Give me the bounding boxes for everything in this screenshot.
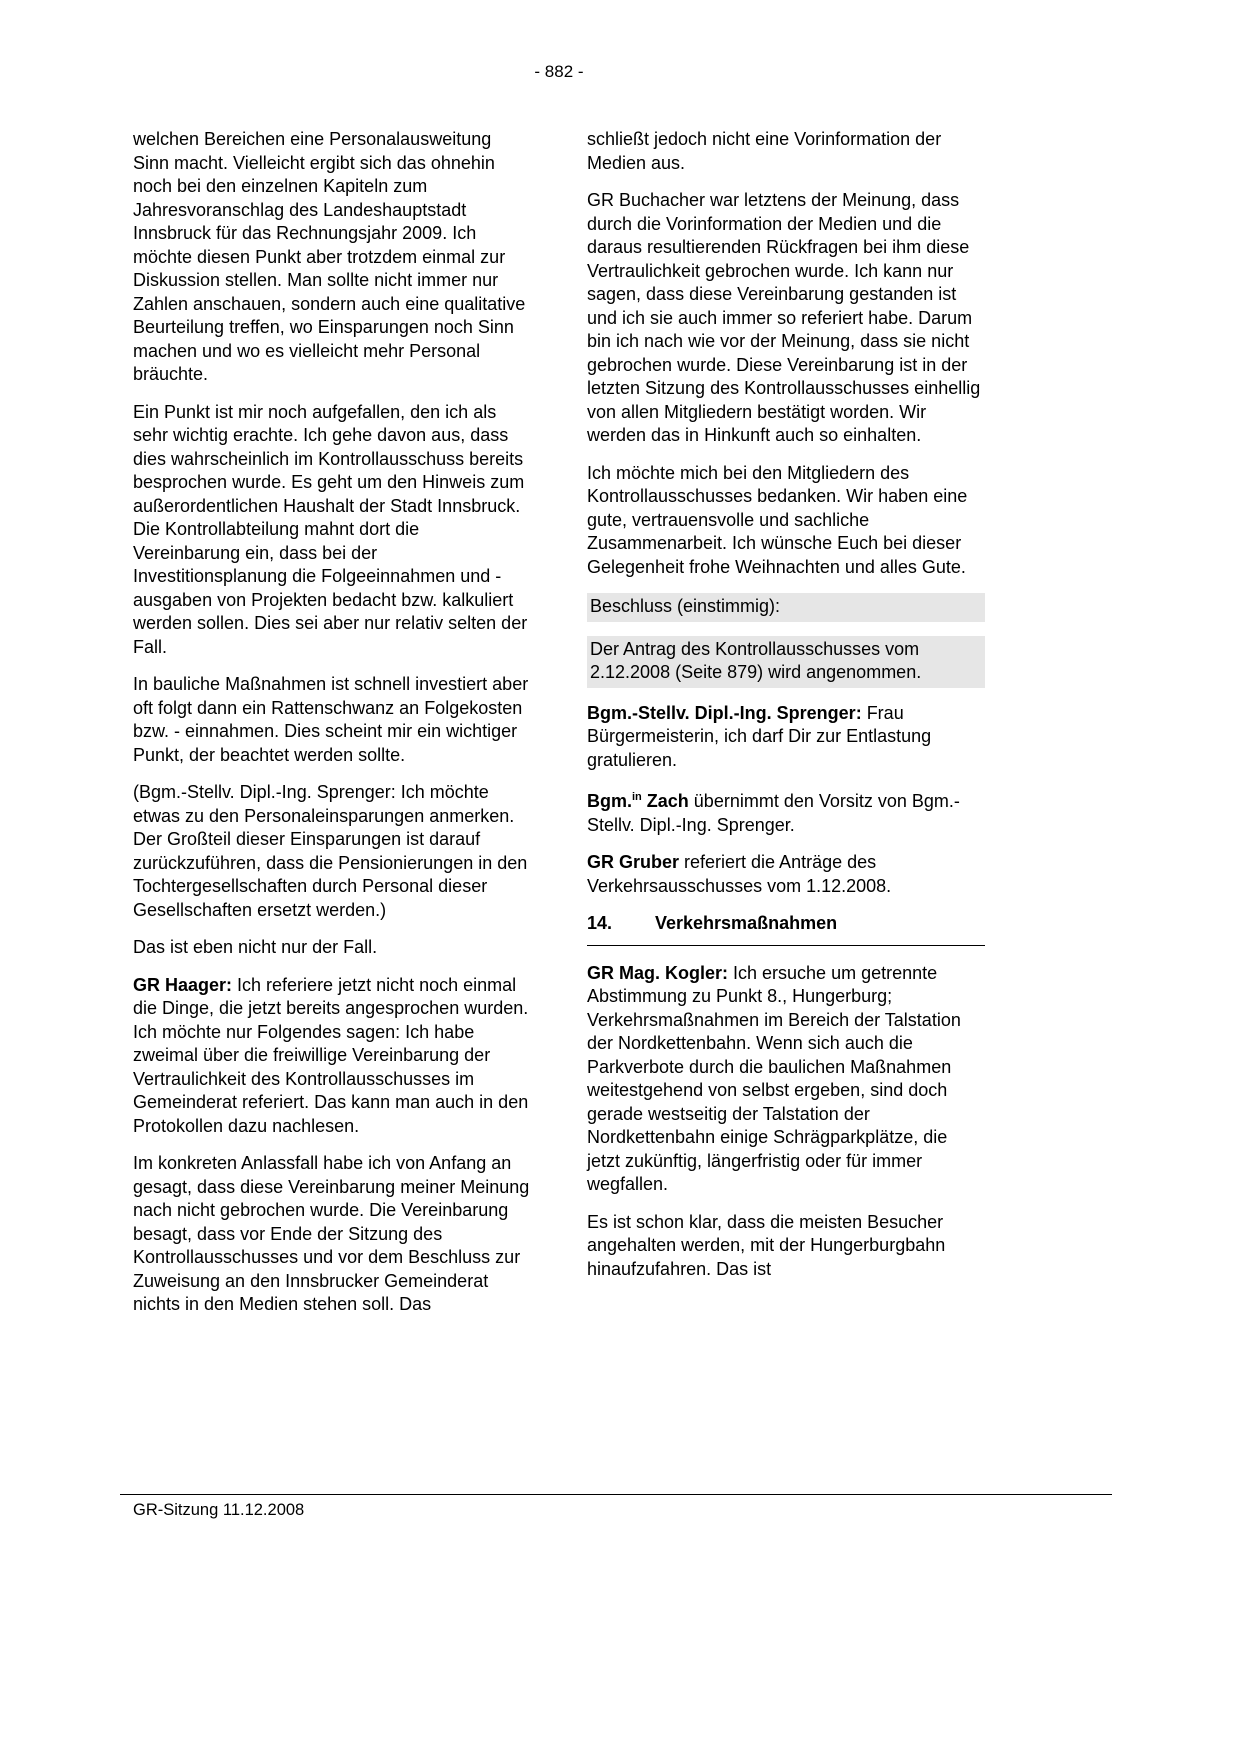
speech-text: Frau Bürgermeisterin, ich darf Dir zur Entlastung gratulieren. bbox=[587, 702, 932, 770]
section-heading bbox=[587, 912, 985, 946]
section-number: 14. bbox=[587, 913, 613, 933]
paragraph: In bauliche Maßnahmen ist schnell investiert aber oft folgt dann ein Rattenschwanz an Folgekosten bzw. - einnahmen. Dies scheint mir ein wichtiger Punkt, der beachtet werden sollte. bbox=[133, 674, 529, 765]
left-column bbox=[133, 128, 531, 1331]
section-title: Verkehrsmaßnahmen bbox=[655, 913, 838, 933]
speech-text: Ich referiere jetzt nicht noch einmal die Dinge, die jetzt bereits angesprochen wurden. Ich möchte nur Folgendes sagen: Ich habe zweimal über die freiwillige Vereinbarung der Vertraulichkeit des Kontrollausschusses im Gemeinderat referiert. Das kann man auch in den Protokollen dazu nachlesen. bbox=[133, 974, 529, 1136]
speaker-name: Bgm.-Stellv. Dipl.-Ing. Sprenger: bbox=[587, 702, 862, 723]
paragraph: schließt jedoch nicht eine Vorinformation der Medien aus. bbox=[587, 129, 942, 173]
paragraph-speaker-haager bbox=[133, 974, 531, 1139]
superscript: in bbox=[632, 791, 642, 803]
paragraph-interjection: (Bgm.-Stellv. Dipl.-Ing. Sprenger: Ich möchte etwas zu den Personaleinsparungen anmerken. Der Großteil dieser Einsparungen ist darauf zurückzuführen, dass die Pensionierungen in den Tochtergesellschaften durch Personal dieser Gesellschaften ersetzt werden.) bbox=[133, 782, 528, 920]
paragraph: welchen Bereichen eine Personalausweitung Sinn macht. Vielleicht ergibt sich das ohnehin noch bei den einzelnen Kapiteln zum Jahresvoranschlag des Landeshauptstadt Innsbruck für das Rechnungsjahr 2009. Ich möchte diesen Punkt aber trotzdem einmal zur Diskussion stellen. Man sollte nicht immer nur Zahlen anschauen, sondern auch eine qualitative Beurteilung treffen, wo Einsparungen noch Sinn machen und wo es vielleicht mehr Personal bräuchte. bbox=[133, 129, 526, 384]
page-footer bbox=[120, 1494, 1112, 1520]
paragraph: Das ist eben nicht nur der Fall. bbox=[133, 937, 378, 957]
paragraph: Im konkreten Anlassfall habe ich von Anfang an gesagt, dass diese Vereinbarung meiner Meinung nach nicht gebrochen wurde. Die Vereinbarung besagt, dass vor Ende der Sitzung des Kontrollausschusses und vor dem Beschluss zur Zuweisung an den Innsbrucker Gemeinderat nichts in den Medien stehen soll. Das bbox=[133, 1153, 530, 1314]
paragraph-speaker-sprenger bbox=[587, 702, 985, 773]
paragraph-chair-change bbox=[587, 786, 985, 837]
speaker-name: GR Mag. Kogler: bbox=[587, 962, 729, 983]
speech-text: referiert die Anträge des Verkehrsausschusses vom 1.12.2008. bbox=[587, 852, 892, 896]
speaker-name: GR Gruber bbox=[587, 852, 680, 872]
speaker-name: GR Haager: bbox=[133, 974, 233, 995]
paragraph-speaker-kogler bbox=[587, 962, 985, 1197]
paragraph: GR Buchacher war letztens der Meinung, dass durch die Vorinformation der Medien und die daraus resultierenden Rückfragen bei ihm diese Vertraulichkeit gebrochen wurde. Ich kann nur sagen, dass diese Vereinbarung gestanden ist und ich sie auch immer so referiert habe. Darum bin ich nach wie vor der Meinung, dass sie nicht gebrochen wurde. Diese Vereinbarung ist in der letzten Sitzung des Kontrollausschusses einhellig von allen Mitgliedern bestätigt worden. Wir werden das in Hinkunft auch so einhalten. bbox=[587, 190, 981, 445]
paragraph: Ein Punkt ist mir noch aufgefallen, den ich als sehr wichtig erachte. Ich gehe davon aus, dass dies wahrscheinlich im Kontrollausschuss bereits besprochen wurde. Es geht um den Hinweis zum außerordentlichen Haushalt der Stadt Innsbruck. Die Kontrollabteilung mahnt dort die Vereinbarung ein, dass bei der Investitionsplanung die Folgeeinnahmen und - ausgaben von Projekten bedacht bzw. kalkuliert werden sollen. Dies sei aber nur relativ selten der Fall. bbox=[133, 401, 528, 657]
decision-paragraph: Der Antrag des Kontrollausschusses vom 2.12.2008 (Seite 879) wird angenommen. bbox=[587, 636, 985, 688]
speaker-name: Bgm.$^{in}$ Zach bbox=[587, 791, 689, 811]
page-content bbox=[133, 128, 985, 1331]
decision-heading: Beschluss (einstimmig): bbox=[587, 593, 985, 622]
speech-text: übernimmt den Vorsitz von Bgm.-Stellv. Dipl.-Ing. Sprenger. bbox=[587, 791, 960, 835]
footer-text: GR-Sitzung 11.12.2008 bbox=[133, 1501, 305, 1519]
paragraph-speaker-gruber bbox=[587, 851, 985, 898]
paragraph: Ich möchte mich bei den Mitgliedern des Kontrollausschusses bedanken. Wir haben eine gute, vertrauensvolle und sachliche Zusammenarbeit. Ich wünsche Euch bei dieser Gelegenheit frohe Weihnachten und alles Gute. bbox=[587, 462, 968, 577]
right-column bbox=[587, 128, 985, 1331]
paragraph: Es ist schon klar, dass die meisten Besucher angehalten werden, mit der Hungerburgbahn hinaufzufahren. Das ist bbox=[587, 1211, 946, 1279]
page-number: - 882 - bbox=[534, 62, 584, 81]
speech-text: Ich ersuche um getrennte Abstimmung zu Punkt 8., Hungerburg; Verkehrsmaßnahmen im Bereich der Talstation der Nordkettenbahn. Wenn sich auch die Parkverbote durch die baulichen Maßnahmen weitestgehend von selbst ergeben, sind doch gerade westseitig der Talstation der Nordkettenbahn einige Schrägparkplätze, die jetzt zukünftig, längerfristig oder für immer wegfallen. bbox=[587, 962, 961, 1194]
